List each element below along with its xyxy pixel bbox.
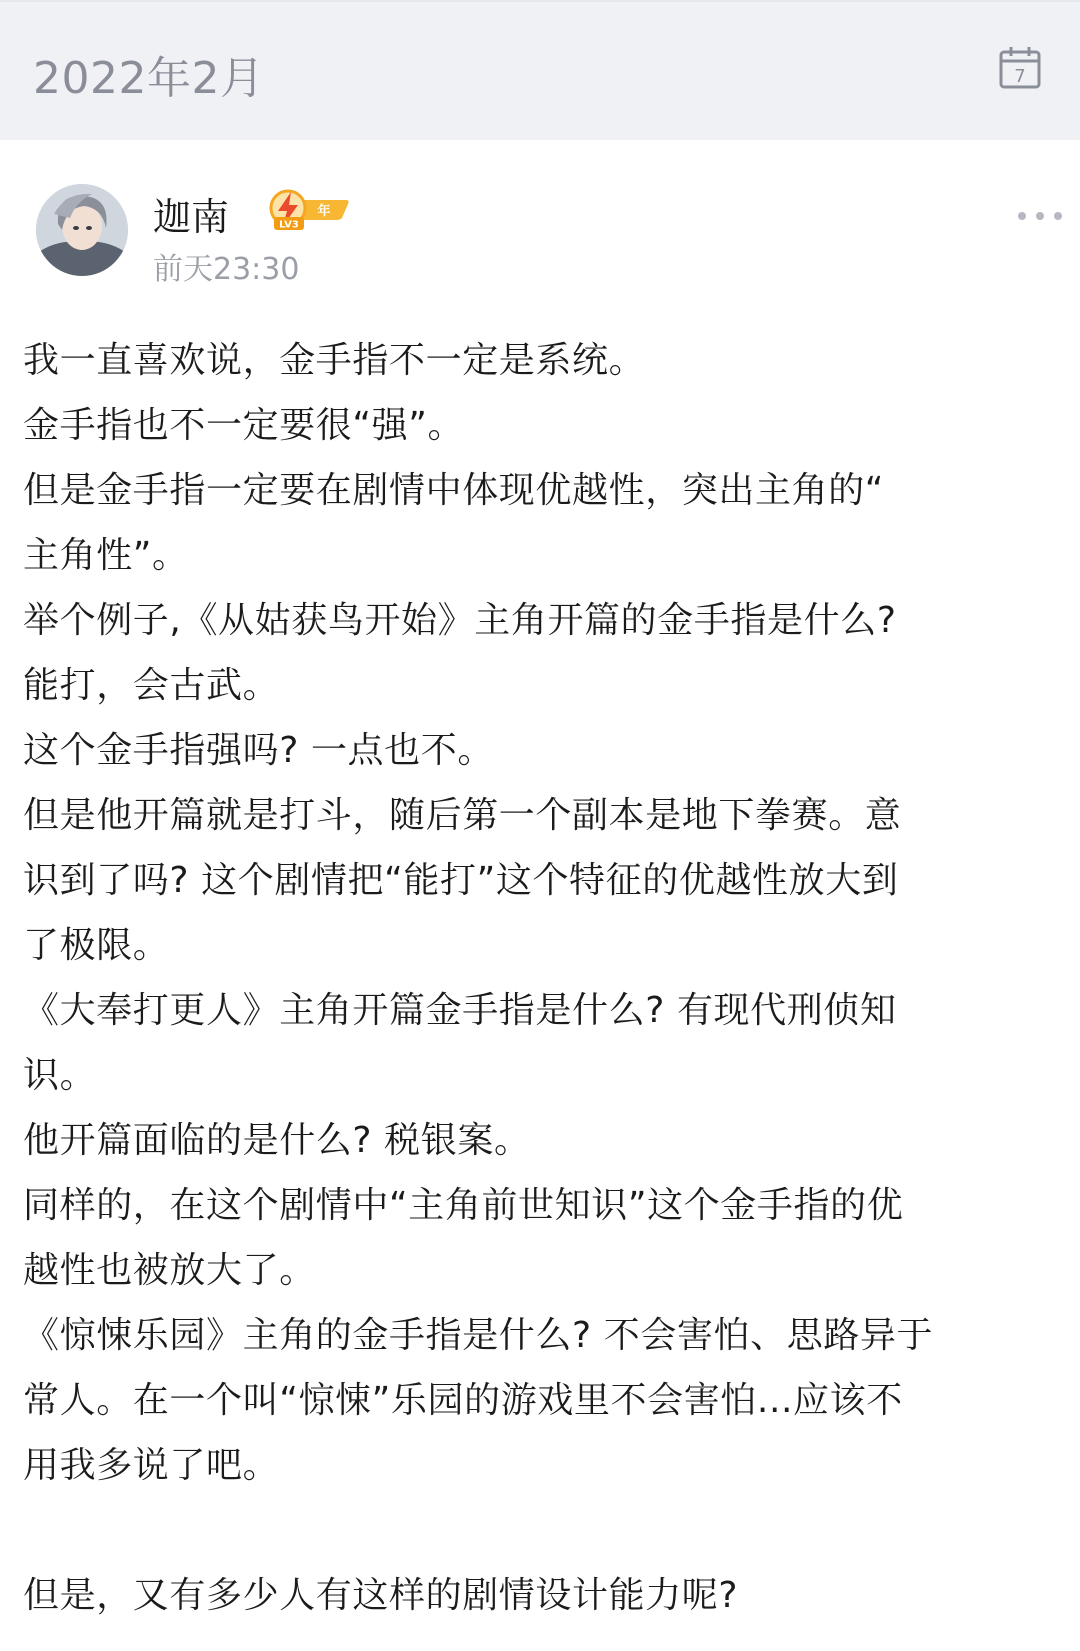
post-header bbox=[0, 138, 1080, 298]
post-line: 《大奉打更人》主角开篇金手指是什么? 有现代刑侦知 bbox=[23, 990, 897, 1031]
post-line: 能打，会古武。 bbox=[23, 665, 280, 706]
post-line: 金手指也不一定要很“强”。 bbox=[23, 405, 465, 446]
post-line: 但是他开篇就是打斗，随后第一个副本是地下拳赛。意 bbox=[23, 795, 902, 836]
post-line: 这个金手指强吗? 一点也不。 bbox=[23, 730, 494, 771]
post-line: 识。 bbox=[23, 1055, 97, 1096]
blank-line bbox=[23, 1498, 1063, 1563]
date-label: 2022年2月 bbox=[33, 53, 265, 104]
post-line: 我一直喜欢说，金手指不一定是系统。 bbox=[23, 340, 646, 381]
post-line: 用我多说了吧。 bbox=[23, 1445, 280, 1486]
avatar-image bbox=[36, 184, 128, 276]
post-line: 越性也被放大了。 bbox=[23, 1250, 316, 1291]
post-line: 但是金手指一定要在剧情中体现优越性，突出主角的“ bbox=[23, 470, 885, 511]
post-time: 前天23:30 bbox=[153, 252, 300, 287]
post-line: 识到了吗? 这个剧情把“能打”这个特征的优越性放大到 bbox=[23, 860, 899, 901]
lightning-level-badge-icon bbox=[266, 188, 352, 232]
calendar-icon[interactable] bbox=[996, 44, 1044, 92]
badge-tag: 年 bbox=[317, 204, 331, 219]
post-line: 了极限。 bbox=[23, 925, 170, 966]
post-line: 但是，又有多少人有这样的剧情设计能力呢? bbox=[23, 1575, 739, 1616]
calendar-day: 7 bbox=[1014, 66, 1026, 87]
badge-level: LV3 bbox=[279, 219, 299, 231]
post-line: 常人。在一个叫“惊悚”乐园的游戏里不会害怕...应该不 bbox=[23, 1380, 903, 1421]
post-body bbox=[23, 328, 1063, 1628]
author-name[interactable]: 迦南 bbox=[153, 195, 230, 239]
date-header bbox=[0, 0, 1080, 140]
post-line: 他开篇面临的是什么? 税银案。 bbox=[23, 1120, 531, 1161]
post-line: 《惊悚乐园》主角的金手指是什么? 不会害怕、思路异于 bbox=[23, 1315, 934, 1356]
avatar[interactable] bbox=[36, 184, 128, 276]
post-line: 主角性”。 bbox=[23, 535, 189, 576]
post-line: 同样的，在这个剧情中“主角前世知识”这个金手指的优 bbox=[23, 1185, 904, 1226]
more-dots-icon[interactable] bbox=[1018, 204, 1062, 228]
post-line: 举个例子,《从姑获鸟开始》主角开篇的金手指是什么? bbox=[23, 600, 897, 641]
